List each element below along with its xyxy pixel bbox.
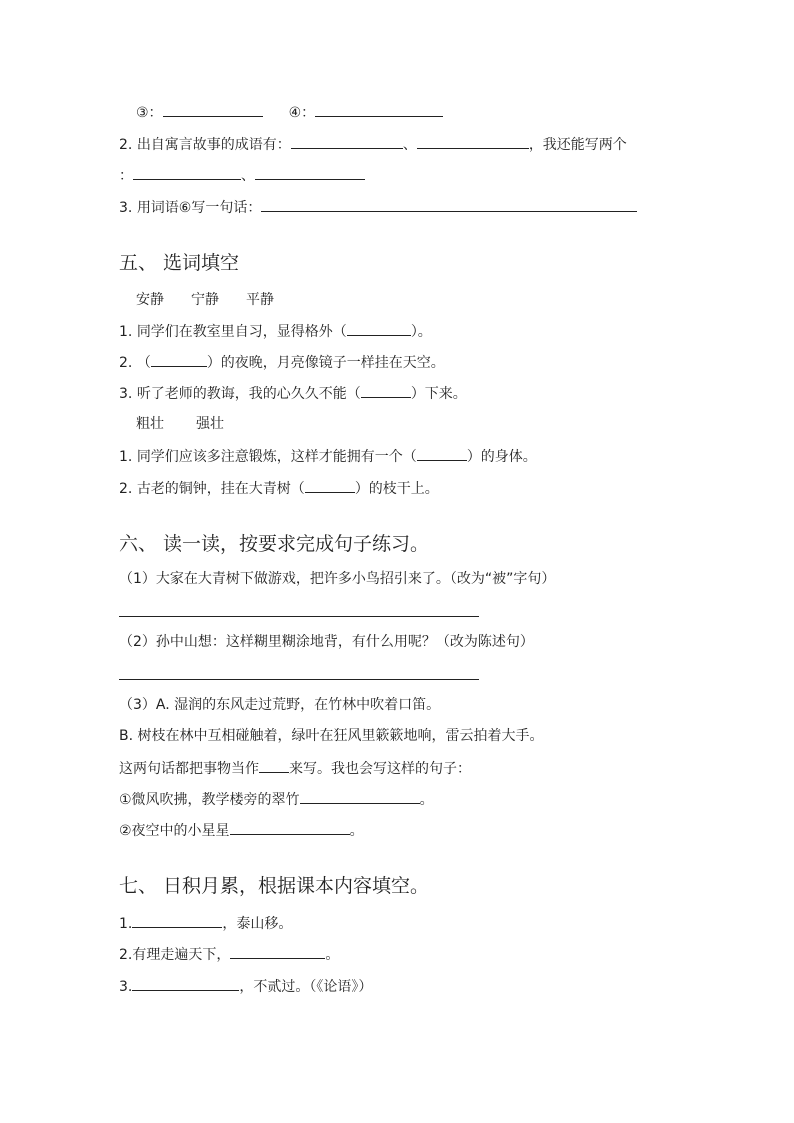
q2-line — [119, 134, 627, 155]
q2-cont-sep: 、 — [241, 168, 255, 184]
s6-item3c — [119, 758, 471, 779]
q2-num: 2. — [119, 137, 133, 153]
q2-text: 出自寓言故事的成语有： — [136, 137, 291, 153]
blank-c4[interactable] — [315, 102, 443, 117]
idiom-blank-2[interactable] — [417, 134, 529, 149]
s7-q1-post: ，泰山移。 — [222, 916, 293, 932]
s6-item3e-pre: ②夜空中的小星星 — [119, 823, 230, 839]
fill-q3 — [119, 383, 467, 404]
fill-q1 — [119, 321, 432, 342]
fill-q2-blank[interactable] — [151, 352, 207, 367]
idiom-blank-4[interactable] — [255, 165, 365, 180]
label-c4: ④： — [288, 105, 316, 121]
s7-q2-pre: 2.有理走遍天下， — [119, 947, 231, 963]
fill-q5-pre: 古老的铜钟，挂在大青树（ — [136, 481, 305, 497]
word-ningjing: 宁静 — [191, 292, 219, 308]
blank-c3[interactable] — [163, 102, 263, 117]
word-anjing: 安静 — [136, 292, 164, 308]
q2-continuation-line — [119, 165, 365, 186]
q3-line — [119, 197, 637, 218]
word-cuzhuang: 粗壮 — [136, 416, 164, 432]
s6-item3d-post: 。 — [419, 792, 434, 808]
s6-item3c-pre: 这两句话都把事物当作 — [119, 761, 259, 777]
fill-q3-num: 3. — [119, 386, 133, 402]
s6-item3d — [119, 789, 434, 810]
s7-q1-num: 1. — [119, 916, 133, 932]
s7-q2-blank[interactable] — [230, 944, 325, 959]
word-bank-2 — [136, 414, 224, 434]
s7-q3 — [119, 976, 372, 997]
fill-q1-post: ）。 — [410, 324, 432, 340]
s6-item3c-post: 来写。我也会写这样的句子： — [289, 761, 471, 777]
section5-title: 五、 选词填空 — [119, 252, 240, 274]
fill-q4 — [119, 446, 537, 467]
s6-item1: （1）大家在大青树下做游戏，把许多小鸟招引来了。（改为“被”字句） — [119, 571, 556, 587]
fill-q1-blank[interactable] — [347, 321, 411, 336]
q3-num: 3. — [119, 200, 133, 216]
sentence-blank[interactable] — [261, 197, 637, 212]
fill-q4-post: ）的身体。 — [466, 449, 537, 465]
q2-tail: ，我还能写两个 — [528, 137, 627, 153]
s6-answer-line-2[interactable] — [119, 679, 479, 680]
section7-title: 七、 日积月累，根据课本内容填空。 — [119, 875, 430, 897]
s6-personify-blank[interactable] — [259, 758, 289, 773]
fill-q2-num: 2. — [119, 355, 133, 371]
s7-q3-blank[interactable] — [132, 976, 239, 991]
fill-q5 — [119, 478, 439, 499]
s7-q1 — [119, 913, 292, 934]
s6-item3e — [119, 820, 364, 841]
s7-q3-post: ，不贰过。（《论语》） — [239, 979, 373, 995]
fill-q4-pre: 同学们应该多注意锻炼，这样才能拥有一个（ — [136, 449, 417, 465]
fill-q5-post: ）的枝干上。 — [354, 481, 439, 497]
fill-q1-pre: 同学们在教室里自习，显得格外（ — [136, 324, 347, 340]
s6-item3e-post: 。 — [349, 823, 364, 839]
s7-q1-blank[interactable] — [132, 913, 222, 928]
idiom-blank-3[interactable] — [133, 165, 241, 180]
s7-q3-num: 3. — [119, 979, 133, 995]
s6-bamboo-blank[interactable] — [300, 789, 420, 804]
s7-q2 — [119, 944, 339, 965]
word-qiangzhuang: 强壮 — [196, 416, 224, 432]
q3-text: 用词语⑥写一句话： — [136, 200, 262, 216]
fill-q3-pre: 听了老师的教诲，我的心久久不能（ — [136, 386, 361, 402]
q2-sep: 、 — [402, 137, 417, 153]
idiom-blank-1[interactable] — [291, 134, 403, 149]
s6-item3a: （3）A. 湿润的东风走过荒野，在竹林中吹着口笛。 — [119, 697, 441, 713]
s6-star-blank[interactable] — [230, 820, 350, 835]
fill-q4-num: 1. — [119, 449, 133, 465]
fill-q2 — [119, 352, 445, 373]
fill-q5-blank[interactable] — [305, 478, 355, 493]
word-bank-1 — [136, 290, 274, 310]
label-c3: ③： — [136, 105, 163, 121]
fill-q2-pre: （ — [136, 355, 151, 371]
fill-q3-post: ）下来。 — [410, 386, 467, 402]
s6-item2: （2）孙中山想：这样糊里糊涂地背，有什么用呢？（改为陈述句） — [119, 634, 534, 650]
fill-q3-blank[interactable] — [361, 383, 411, 398]
fill-q4-blank[interactable] — [417, 446, 467, 461]
q1-tail-line — [136, 102, 443, 123]
s6-item3b: B. 树枝在林中互相碰触着，绿叶在狂风里簌簌地响，雷云拍着大手。 — [119, 728, 544, 744]
fill-q5-num: 2. — [119, 481, 133, 497]
s6-answer-line-1[interactable] — [119, 616, 479, 617]
s6-item3d-pre: ①微风吹拂，教学楼旁的翠竹 — [119, 792, 300, 808]
fill-q2-post: ）的夜晚，月亮像镜子一样挂在天空。 — [206, 355, 445, 371]
section6-title: 六、 读一读，按要求完成句子练习。 — [119, 533, 430, 555]
s7-q2-post: 。 — [325, 947, 340, 963]
fill-q1-num: 1. — [119, 324, 133, 340]
word-pingjing: 平静 — [246, 292, 274, 308]
q2-cont-prefix: ： — [119, 168, 133, 184]
